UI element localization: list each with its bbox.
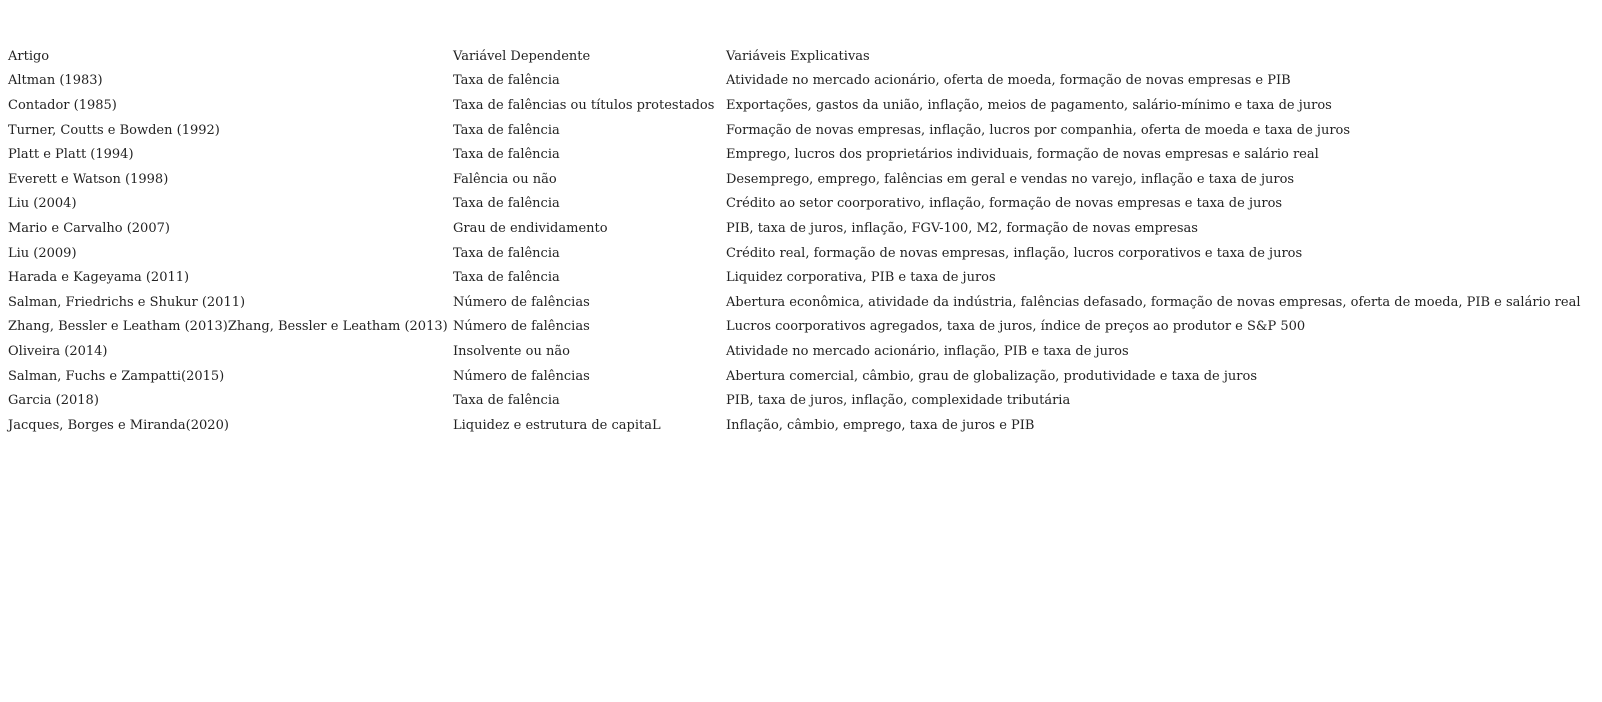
- table-header-row: [8, 44, 1586, 69]
- table-row: [8, 118, 1586, 143]
- cell-artigo: Garcia (2018): [8, 393, 99, 409]
- literature-table: [8, 44, 1586, 438]
- table-row: [8, 388, 1586, 413]
- cell-variaveis-explicativas: Inflação, câmbio, emprego, taxa de juros e PIB: [726, 417, 1035, 433]
- cell-variavel-dependente: Taxa de falência: [453, 196, 560, 212]
- table-row: [8, 339, 1586, 364]
- table-row: [8, 69, 1586, 94]
- table-row: [8, 413, 1586, 438]
- table-row: [8, 315, 1586, 340]
- cell-variavel-dependente: Grau de endividamento: [453, 220, 608, 236]
- cell-artigo: Everett e Watson (1998): [8, 171, 169, 187]
- cell-artigo: Platt e Platt (1994): [8, 147, 134, 163]
- cell-variaveis-explicativas: Atividade no mercado acionário, oferta de moeda, formação de novas empresas e PIB: [726, 73, 1291, 89]
- table-row: [8, 265, 1586, 290]
- cell-artigo: Oliveira (2014): [8, 343, 108, 359]
- cell-variavel-dependente: Taxa de falência: [453, 245, 560, 261]
- cell-artigo: Altman (1983): [8, 73, 103, 89]
- cell-variaveis-explicativas: Crédito real, formação de novas empresas, inflação, lucros corporativos e taxa de juros: [726, 245, 1303, 261]
- cell-artigo: Harada e Kageyama (2011): [8, 270, 190, 286]
- cell-variaveis-explicativas: Abertura econômica, atividade da indústria, falências defasado, formação de novas empresas, oferta de moeda, PIB e salário real: [726, 294, 1581, 310]
- cell-artigo: Liu (2004): [8, 196, 77, 212]
- table-row: [8, 241, 1586, 266]
- table-row: [8, 192, 1586, 217]
- cell-variaveis-explicativas: Liquidez corporativa, PIB e taxa de juros: [726, 270, 996, 286]
- table-row: [8, 167, 1586, 192]
- table-row: [8, 142, 1586, 167]
- cell-artigo: Contador (1985): [8, 97, 117, 113]
- header-variavel-dependente: Variável Dependente: [453, 48, 591, 64]
- cell-variavel-dependente: Taxa de falência: [453, 122, 560, 138]
- cell-variavel-dependente: Número de falências: [453, 319, 590, 335]
- cell-artigo: Liu (2009): [8, 245, 77, 261]
- cell-variavel-dependente: Falência ou não: [453, 171, 557, 187]
- header-variaveis-explicativas: Variáveis Explicativas: [726, 48, 870, 64]
- table-row: [8, 216, 1586, 241]
- cell-artigo: Salman, Fuchs e Zampatti(2015): [8, 368, 225, 384]
- cell-artigo: Turner, Coutts e Bowden (1992): [8, 122, 220, 138]
- header-artigo: Artigo: [8, 48, 50, 64]
- cell-variaveis-explicativas: Abertura comercial, câmbio, grau de globalização, produtividade e taxa de juros: [726, 368, 1257, 384]
- cell-variavel-dependente: Taxa de falência: [453, 147, 560, 163]
- table-row: [8, 93, 1586, 118]
- cell-artigo: Jacques, Borges e Miranda(2020): [8, 417, 229, 433]
- cell-variavel-dependente: Insolvente ou não: [453, 343, 570, 359]
- table-row: [8, 290, 1586, 315]
- cell-artigo: Mario e Carvalho (2007): [8, 220, 170, 236]
- cell-variavel-dependente: Taxa de falência: [453, 73, 560, 89]
- cell-variavel-dependente: Taxa de falências ou títulos protestados: [453, 97, 715, 113]
- cell-variavel-dependente: Taxa de falência: [453, 270, 560, 286]
- literature-table-wrapper: [8, 44, 1586, 438]
- table-row: [8, 364, 1586, 389]
- cell-variaveis-explicativas: Exportações, gastos da união, inflação, meios de pagamento, salário-mínimo e taxa de juros: [726, 97, 1332, 113]
- cell-variavel-dependente: Taxa de falência: [453, 393, 560, 409]
- cell-variaveis-explicativas: Crédito ao setor coorporativo, inflação, formação de novas empresas e taxa de juros: [726, 196, 1283, 212]
- cell-variaveis-explicativas: PIB, taxa de juros, inflação, complexidade tributária: [726, 393, 1071, 409]
- cell-variavel-dependente: Número de falências: [453, 368, 590, 384]
- cell-artigo: Salman, Friedrichs e Shukur (2011): [8, 294, 246, 310]
- cell-variaveis-explicativas: Lucros coorporativos agregados, taxa de juros, índice de preços ao produtor e S&P 500: [726, 319, 1306, 335]
- cell-variaveis-explicativas: Emprego, lucros dos proprietários individuais, formação de novas empresas e salário real: [726, 147, 1319, 163]
- cell-variavel-dependente: Número de falências: [453, 294, 590, 310]
- cell-artigo: Zhang, Bessler e Leatham (2013)Zhang, Bessler e Leatham (2013): [8, 319, 448, 335]
- cell-variaveis-explicativas: Desemprego, emprego, falências em geral e vendas no varejo, inflação e taxa de juros: [726, 171, 1295, 187]
- cell-variavel-dependente: Liquidez e estrutura de capitaL: [453, 417, 661, 433]
- cell-variaveis-explicativas: Atividade no mercado acionário, inflação, PIB e taxa de juros: [726, 343, 1129, 359]
- cell-variaveis-explicativas: Formação de novas empresas, inflação, lucros por companhia, oferta de moeda e taxa de juros: [726, 122, 1351, 138]
- cell-variaveis-explicativas: PIB, taxa de juros, inflação, FGV-100, M2, formação de novas empresas: [726, 220, 1198, 236]
